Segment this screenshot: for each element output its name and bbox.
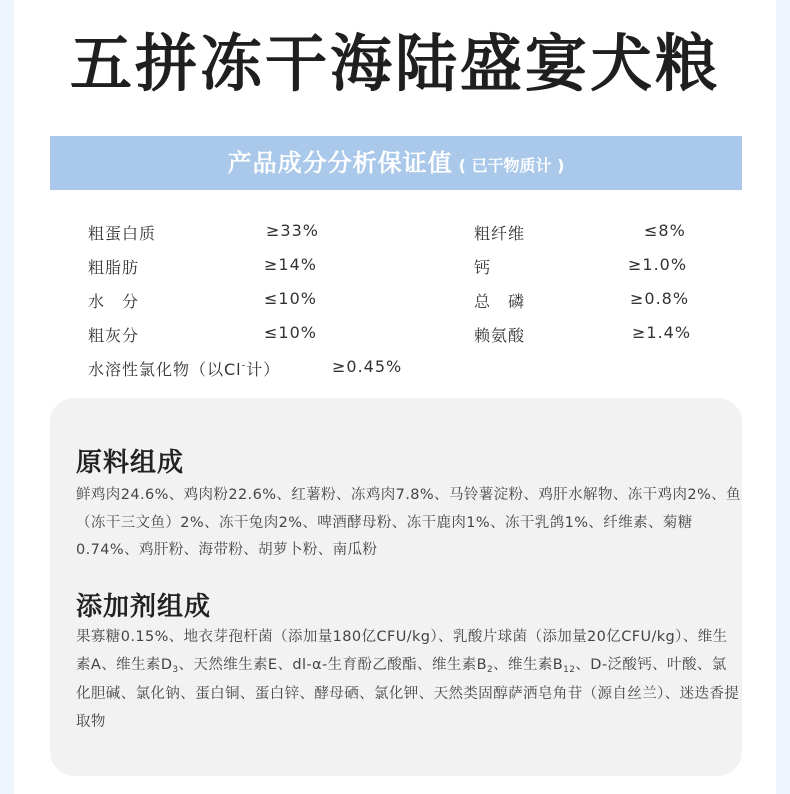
analysis-name: 水溶性氯化物（以Cl-计） [88,360,281,379]
analysis-value: ≥0.45% [332,357,403,376]
analysis-value: ≤10% [264,289,317,308]
page-title: 五拼冻干海陆盛宴犬粮 [69,27,720,100]
ingredients-text: 鲜鸡肉24.6%、鸡肉粉22.6%、红薯粉、冻鸡肉7.8%、马铃薯淀粉、鸡肝水解物、冻干鸡肉2%、鱼（冻干三文鱼）2%、冻干兔肉2%、啤酒酵母粉、冻干鹿肉1%、冻干乳鸽1%、纤维素、菊糖0.74%、鸡肝粉、海带粉、胡萝卜粉、南瓜粉 [76,487,741,558]
analysis-value: ≥14% [264,255,317,274]
analysis-name: 粗灰分 [88,326,140,345]
analysis-name: 总 磷 [474,292,526,311]
analysis-name: 水 分 [88,292,140,311]
ingredients-title: 原料组成 [76,448,185,478]
product-page [14,0,776,794]
analysis-banner [50,136,742,190]
banner-title: 产品成分分析保证值 [227,149,453,177]
analysis-name: 赖氨酸 [474,326,526,345]
analysis-value: ≤10% [264,323,317,342]
analysis-name: 粗脂肪 [88,258,140,277]
analysis-value: ≤8% [644,221,686,240]
additives-text: 果寡糖0.15%、地衣芽孢杆菌（添加量180亿CFU/kg）、乳酸片球菌（添加量20亿CFU/kg）、维生素A、维生素$D_3$、天然维生素E、dl-α-生育酚乙酸酯、维生素$B_2$、维生素$B_{12}$、D-泛酸钙、叶酸、氯化胆碱、氯化钠、蛋白铜、蛋白锌、酵母硒、氯化钾、天然类固醇萨洒皂角苷（源自丝兰）、迷迭香提取物 [76,629,740,730]
analysis-value: ≥1.0% [628,255,688,274]
analysis-value: ≥1.4% [632,323,692,342]
analysis-name: 粗蛋白质 [88,224,157,243]
analysis-value: ≥33% [266,221,319,240]
additives-title: 添加剂组成 [76,592,212,622]
analysis-value: ≥0.8% [630,289,690,308]
banner-subtitle: ( 已干物质计 ) [458,156,565,175]
analysis-name: 粗纤维 [474,224,526,243]
analysis-name: 钙 [474,258,492,277]
